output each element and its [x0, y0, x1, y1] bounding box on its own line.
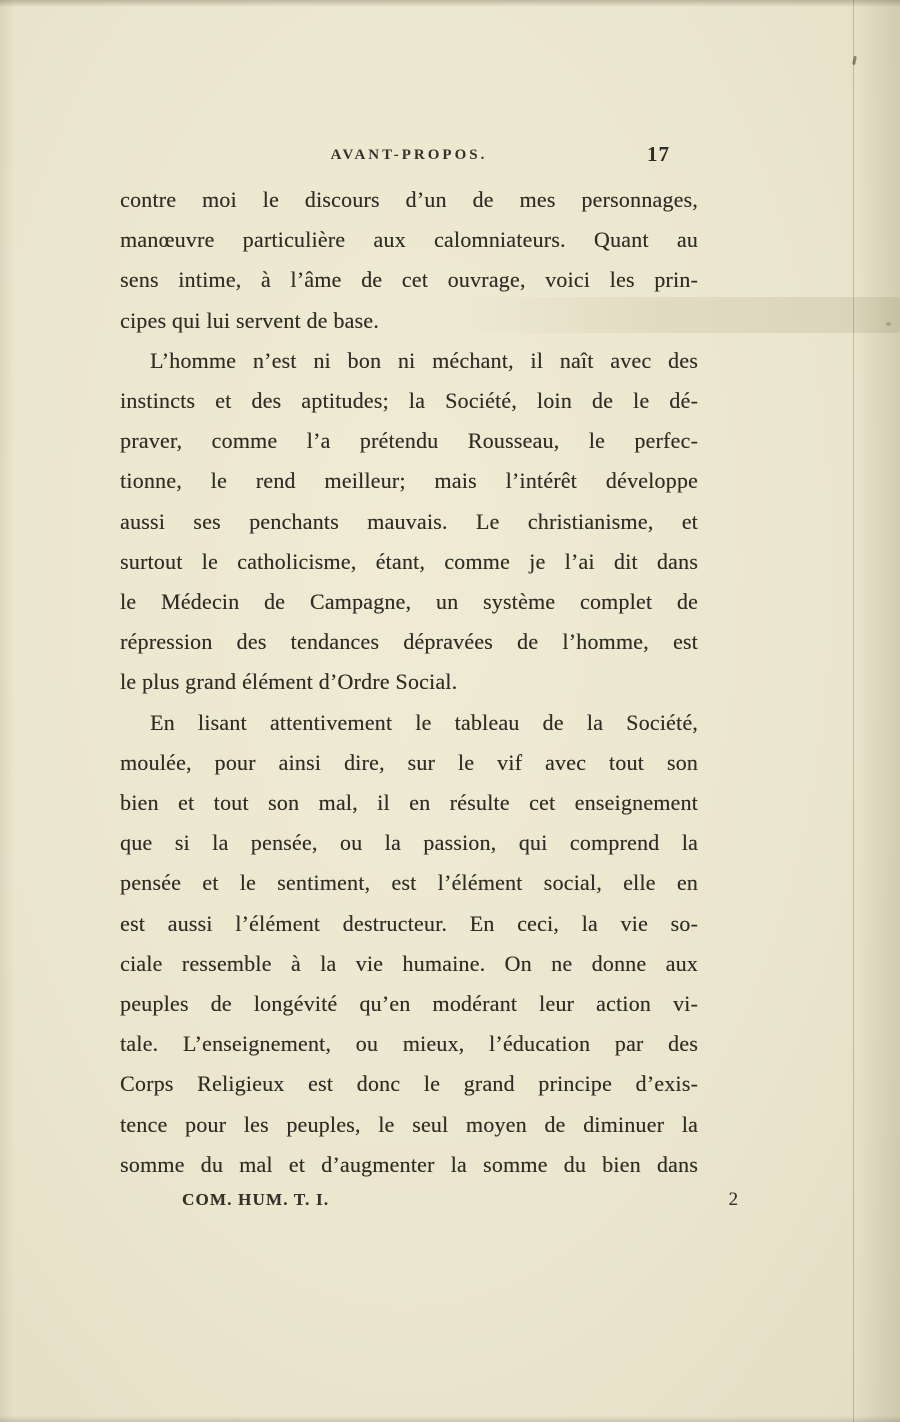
- text-line: ciale ressemble à la vie humaine. On ne donne aux: [120, 950, 698, 976]
- text-line: instincts et des aptitudes; la Société, loin de le dé-: [120, 388, 698, 414]
- text-line: peuples de longévité qu’en modérant leur action vi-: [120, 991, 698, 1017]
- text-line: sens intime, à l’âme de cet ouvrage, voici les prin-: [120, 267, 698, 293]
- text-line: somme du mal et d’augmenter la somme du bien dans: [120, 1151, 698, 1177]
- scan-artifact-speck: [886, 322, 891, 326]
- text-line: est aussi l’élément destructeur. En ceci, la vie so-: [120, 910, 698, 936]
- text-line: pensée et le sentiment, est l’élément social, elle en: [120, 870, 698, 896]
- scan-edge-shadow-top: [0, 0, 900, 7]
- text-line: En lisant attentivement le tableau de la Société,: [150, 709, 698, 735]
- text-line: cipes qui lui servent de base.: [120, 307, 379, 333]
- page-number: 17: [647, 142, 670, 166]
- page-body: [120, 180, 698, 1185]
- text-line: bien et tout son mal, il en résulte cet enseignement: [120, 790, 698, 816]
- text-line: le plus grand élément d’Ordre Social.: [120, 669, 458, 695]
- text-line: tale. L’enseignement, ou mieux, l’éducation par des: [120, 1031, 698, 1057]
- printer-signature: COM. HUM. T. I.: [182, 1190, 330, 1209]
- text-line: tence pour les peuples, le seul moyen de diminuer la: [120, 1111, 698, 1137]
- text-line: Corps Religieux est donc le grand principe d’exis-: [120, 1071, 698, 1097]
- text-line: que si la pensée, ou la passion, qui comprend la: [120, 830, 698, 856]
- text-line: manœuvre particulière aux calomniateurs. Quant au: [120, 227, 698, 253]
- text-line: surtout le catholicisme, étant, comme je l’ai dit dans: [120, 548, 698, 574]
- scan-edge-shadow-right: [853, 0, 900, 1422]
- text-line: praver, comme l’a prétendu Rousseau, le perfec-: [120, 428, 698, 454]
- text-line: répression des tendances dépravées de l’homme, est: [120, 629, 698, 655]
- text-line: moulée, pour ainsi dire, sur le vif avec tout son: [120, 749, 698, 775]
- text-line: contre moi le discours d’un de mes personnages,: [120, 187, 698, 212]
- page-header: [120, 142, 698, 166]
- page-footer: [120, 1190, 780, 1210]
- scan-edge-shadow-left: [0, 0, 14, 1422]
- text-line: L’homme n’est ni bon ni méchant, il naît avec des: [150, 347, 698, 373]
- text-line: le Médecin de Campagne, un système complet de: [120, 589, 698, 615]
- text-line: aussi ses penchants mauvais. Le christianisme, et: [120, 508, 698, 534]
- scan-edge-shadow-bottom: [0, 1416, 900, 1422]
- sheet-number: 2: [728, 1189, 738, 1210]
- running-title: AVANT-PROPOS.: [330, 147, 488, 163]
- text-line: tionne, le rend meilleur; mais l’intérêt développe: [120, 468, 698, 494]
